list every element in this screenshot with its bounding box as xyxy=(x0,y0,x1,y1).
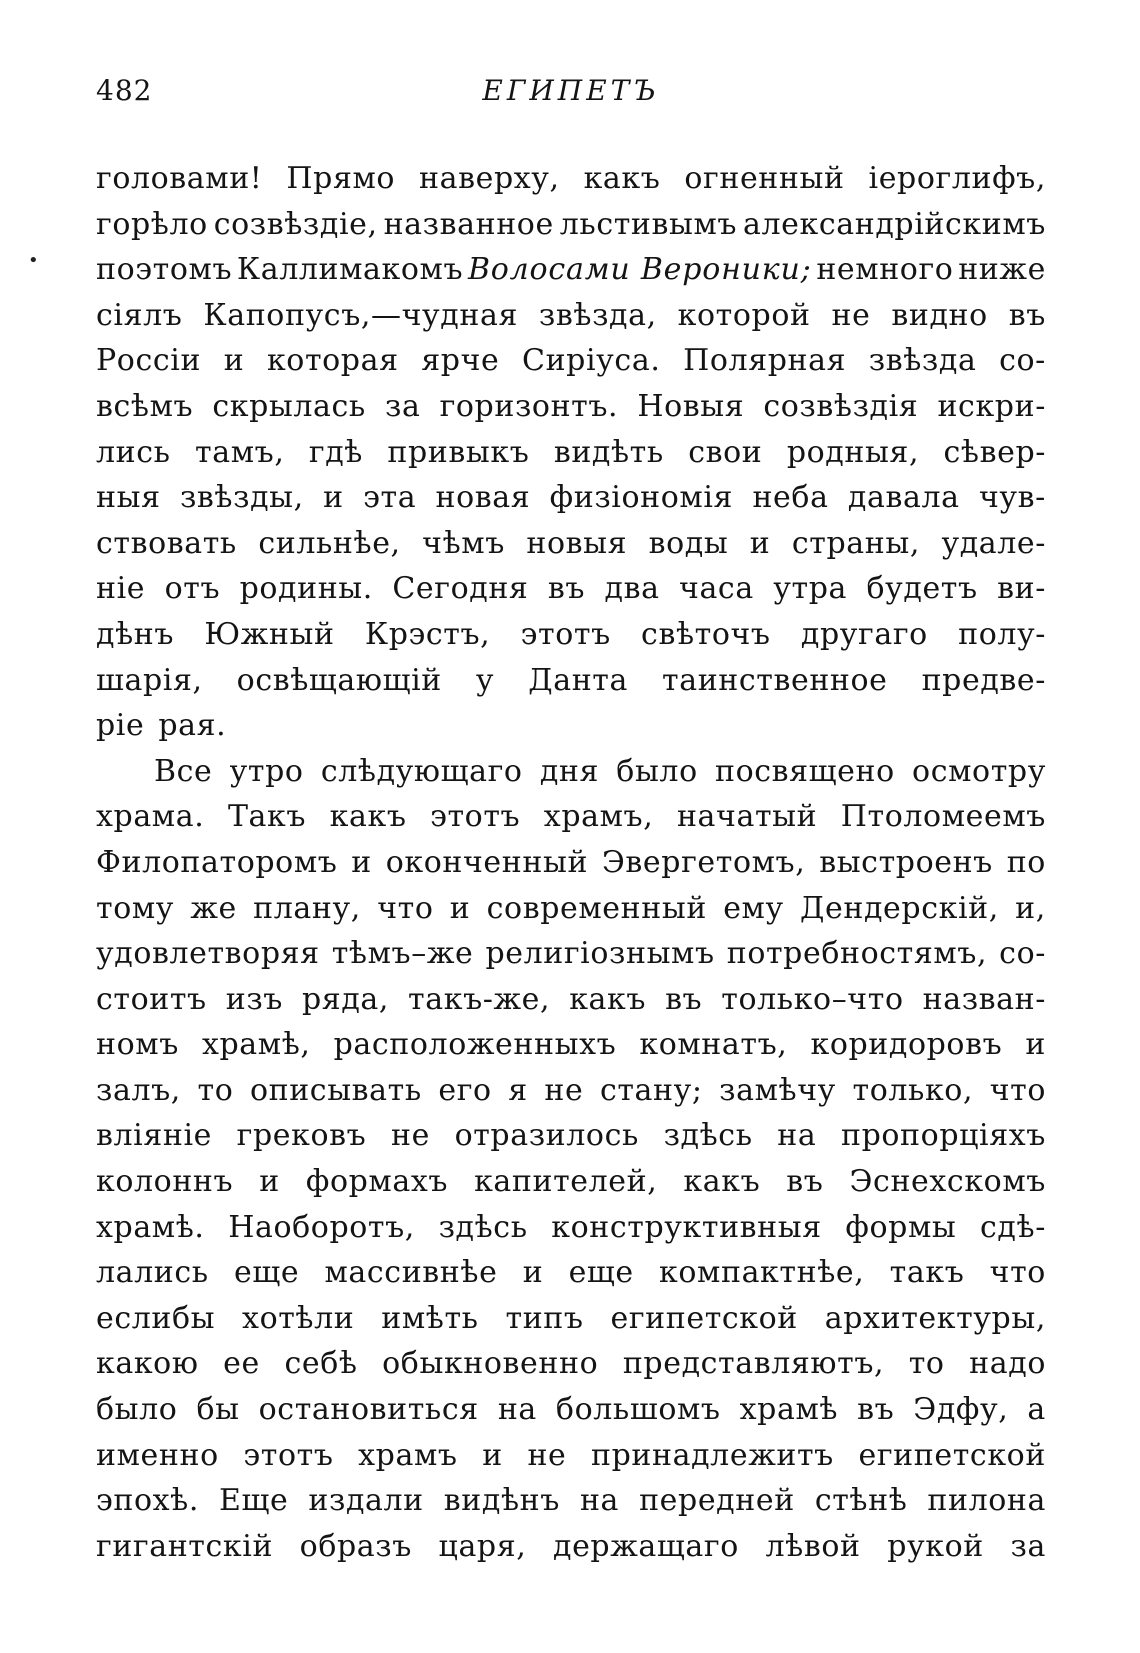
word: физіономія xyxy=(549,480,734,516)
word: чув- xyxy=(978,480,1046,516)
word: и xyxy=(223,343,245,379)
word: горизонтъ. xyxy=(439,388,619,424)
word: вліяніе xyxy=(96,1118,213,1154)
word: начатый xyxy=(676,799,818,835)
word: лѣвой xyxy=(765,1528,861,1564)
page-header xyxy=(96,74,1046,114)
word: привыкъ xyxy=(387,434,530,470)
text-line xyxy=(96,703,1046,749)
word: египетской xyxy=(858,1437,1046,1473)
word: коридоровъ xyxy=(810,1027,1003,1063)
text-line xyxy=(96,1159,1046,1205)
word: дня xyxy=(539,753,600,789)
word: пилона xyxy=(927,1483,1046,1519)
word: другаго xyxy=(800,616,928,652)
word: какъ xyxy=(583,161,661,196)
word: издали xyxy=(308,1483,424,1519)
word: что xyxy=(377,890,434,926)
text-line xyxy=(96,338,1046,384)
word: новая xyxy=(435,480,531,516)
italic-phrase: Волосами Вероники; xyxy=(467,252,812,288)
word: Каллимакомъ xyxy=(236,252,464,288)
word: же xyxy=(190,890,237,926)
word: ее xyxy=(223,1346,260,1382)
word: искри- xyxy=(937,388,1046,424)
word: Прямо xyxy=(286,161,396,196)
word: чѣмъ xyxy=(422,525,505,561)
word: еще xyxy=(234,1255,300,1291)
word: посвящено xyxy=(715,753,895,789)
word: его xyxy=(438,1072,492,1108)
word: отъ xyxy=(164,571,221,607)
word: большомъ xyxy=(555,1392,721,1428)
word: ярче xyxy=(421,343,500,379)
word: родныя, xyxy=(786,434,920,470)
word: Полярная xyxy=(683,343,847,379)
word: религіознымъ xyxy=(485,936,715,972)
word: надо xyxy=(969,1346,1046,1382)
word: сдѣ- xyxy=(980,1209,1046,1245)
word: стоитъ xyxy=(96,981,207,1017)
word: замѣчу xyxy=(719,1072,836,1108)
word: принадлежитъ xyxy=(591,1437,834,1473)
word: звѣзда, xyxy=(538,297,657,333)
text-line xyxy=(96,1524,1046,1570)
word: на xyxy=(579,1483,620,1519)
word: на xyxy=(777,1118,817,1154)
word: въ xyxy=(857,1392,895,1428)
word: горѣло xyxy=(96,206,208,242)
word: современный xyxy=(486,890,707,926)
text-line xyxy=(96,202,1046,248)
word: свои xyxy=(688,434,763,470)
word: родины. xyxy=(239,571,373,607)
word: Наоборотъ, xyxy=(228,1209,415,1245)
word: всѣмъ xyxy=(96,388,194,424)
word: храмъ, xyxy=(543,799,654,835)
word: воды xyxy=(648,525,729,561)
word: компактнѣе, xyxy=(659,1255,865,1291)
word: этотъ xyxy=(243,1437,334,1473)
word: номъ xyxy=(96,1027,179,1063)
word: Сегодня xyxy=(392,571,529,607)
word: то xyxy=(197,1072,234,1108)
word: а xyxy=(1027,1392,1046,1428)
word: то xyxy=(908,1346,945,1382)
text-line xyxy=(96,475,1046,521)
word: удале- xyxy=(941,525,1046,561)
word: Данта xyxy=(528,662,628,698)
word: лались xyxy=(96,1255,209,1291)
text-line xyxy=(96,977,1046,1023)
word: видѣнъ xyxy=(443,1483,560,1519)
word: гдѣ xyxy=(308,434,363,470)
word: въ xyxy=(665,981,703,1017)
word: Капопусъ,—чудная xyxy=(203,297,518,333)
body-text xyxy=(96,156,1046,1569)
word: рукой xyxy=(887,1528,984,1564)
word: огненный xyxy=(684,161,845,196)
word: комнатъ, xyxy=(639,1027,788,1063)
word: въ xyxy=(1008,297,1046,333)
word: рая. xyxy=(158,708,227,744)
word: звѣзды, xyxy=(179,480,304,516)
word: и xyxy=(351,844,372,880)
word: и xyxy=(522,1255,544,1291)
word: колоннъ xyxy=(96,1164,234,1200)
word: въ xyxy=(786,1164,824,1200)
word: Эвергетомъ, xyxy=(601,844,806,880)
word: ныя xyxy=(96,480,161,516)
word: за xyxy=(1010,1528,1046,1564)
word: давала xyxy=(847,480,960,516)
word: Эдфу, xyxy=(913,1392,1009,1428)
page-number: 482 xyxy=(96,74,153,107)
word: описывать xyxy=(249,1072,422,1108)
word: въ xyxy=(547,571,586,607)
word: храма. xyxy=(96,799,205,835)
word: египетской xyxy=(610,1300,798,1336)
word: царя, xyxy=(438,1528,527,1564)
word: что xyxy=(989,1255,1046,1291)
word: немного xyxy=(816,252,954,288)
word: скрылась xyxy=(212,388,366,424)
word: Южный xyxy=(204,616,335,652)
text-line xyxy=(96,1478,1046,1524)
text-line xyxy=(96,1341,1046,1387)
word: какою xyxy=(96,1346,199,1382)
word: неба xyxy=(752,480,829,516)
word: тѣмъ–же xyxy=(331,936,474,972)
text-line xyxy=(96,1296,1046,1342)
word: утра xyxy=(773,571,848,607)
text-line xyxy=(96,1433,1046,1479)
word: какъ xyxy=(683,1164,761,1200)
word: храмъ xyxy=(358,1437,458,1473)
text-line xyxy=(96,293,1046,339)
text-line xyxy=(96,247,1046,293)
word: наверху, xyxy=(419,161,560,196)
word: массивнѣе xyxy=(324,1255,498,1291)
word: тому xyxy=(96,890,175,926)
word: звѣзда xyxy=(868,343,977,379)
word: архитектуры, xyxy=(824,1300,1046,1336)
word: этотъ xyxy=(430,799,521,835)
word: осмотру xyxy=(912,753,1046,789)
word: іероглифъ, xyxy=(868,161,1046,196)
word: держащаго xyxy=(553,1528,739,1564)
word: не xyxy=(831,297,871,333)
word: у xyxy=(475,662,495,698)
word: эпохѣ. xyxy=(96,1483,200,1519)
word: на xyxy=(497,1392,537,1428)
text-line xyxy=(96,749,1046,795)
word: Филопаторомъ xyxy=(96,844,338,880)
word: сѣвер- xyxy=(943,434,1046,470)
text-line xyxy=(96,521,1046,567)
word: такъ xyxy=(889,1255,965,1291)
word: Эснехскомъ xyxy=(849,1164,1046,1200)
word: бы xyxy=(196,1392,240,1428)
text-line xyxy=(96,1250,1046,1296)
word: Такъ xyxy=(227,799,307,835)
word: ниже xyxy=(958,252,1046,288)
word: только–что xyxy=(721,981,904,1017)
text-line xyxy=(96,886,1046,932)
word: свѣточъ xyxy=(641,616,771,652)
word: потребностямъ, xyxy=(726,936,988,972)
word: которая xyxy=(266,343,399,379)
word: новыя xyxy=(526,525,628,561)
word: выстроенъ xyxy=(819,844,993,880)
text-line xyxy=(96,931,1046,977)
word: поэтомъ xyxy=(96,252,233,288)
word: грековъ xyxy=(236,1118,367,1154)
word: созвѣздіе, xyxy=(213,206,378,242)
word: будетъ xyxy=(866,571,978,607)
paragraph-1 xyxy=(96,156,1046,749)
word: конструктивныя xyxy=(551,1209,822,1245)
word: по xyxy=(1006,844,1046,880)
word: удовлетворяя xyxy=(96,936,320,972)
text-line xyxy=(96,658,1046,704)
word: только, xyxy=(852,1072,974,1108)
word: пропорціяхъ xyxy=(841,1118,1046,1154)
word: формахъ xyxy=(305,1164,449,1200)
word: именно xyxy=(96,1437,219,1473)
text-line xyxy=(96,156,1046,202)
word: изъ xyxy=(225,981,283,1017)
text-line xyxy=(96,384,1046,430)
word: созвѣздія xyxy=(763,388,919,424)
word: не xyxy=(544,1072,584,1108)
word: отразилось xyxy=(454,1118,639,1154)
word: предве- xyxy=(921,662,1046,698)
word: слѣдующаго xyxy=(320,753,523,789)
word: типъ xyxy=(505,1300,584,1336)
word: какъ xyxy=(329,799,407,835)
word: и xyxy=(259,1164,280,1200)
word: шарія, xyxy=(96,662,203,698)
word: остановиться xyxy=(258,1392,479,1428)
word: обыкновенно xyxy=(382,1346,599,1382)
word: Крэстъ, xyxy=(364,616,491,652)
word: названное xyxy=(383,206,554,242)
word: ствовать xyxy=(96,525,237,561)
word: два xyxy=(604,571,660,607)
word: Дендерскій, xyxy=(800,890,999,926)
word: ніе xyxy=(96,571,146,607)
word: Птоломеемъ xyxy=(840,799,1046,835)
word: тамъ, xyxy=(195,434,285,470)
text-line xyxy=(96,1113,1046,1159)
word: Еще xyxy=(219,1483,289,1519)
word: храмѣ. xyxy=(96,1209,205,1245)
word: льстивымъ xyxy=(559,206,738,242)
word: и xyxy=(449,890,471,926)
word: и, xyxy=(1015,890,1046,926)
text-line xyxy=(96,430,1046,476)
word: которой xyxy=(677,297,811,333)
word: капителей, xyxy=(474,1164,658,1200)
word: Новыя xyxy=(637,388,745,424)
word: и xyxy=(1025,1027,1046,1063)
word: передней xyxy=(639,1483,795,1519)
word: храмѣ xyxy=(739,1392,839,1428)
word: не xyxy=(527,1437,567,1473)
word: освѣщающій xyxy=(236,662,442,698)
word: видно xyxy=(891,297,988,333)
word: какъ xyxy=(569,981,647,1017)
word: страны, xyxy=(791,525,920,561)
word: здѣсь xyxy=(663,1118,753,1154)
text-line xyxy=(96,1205,1046,1251)
word: лись xyxy=(96,434,171,470)
word: я xyxy=(508,1072,528,1108)
word: оконченный xyxy=(385,844,589,880)
word: образъ xyxy=(299,1528,412,1564)
text-line xyxy=(96,566,1046,612)
word: хотѣли xyxy=(242,1300,355,1336)
word: со- xyxy=(999,936,1046,972)
word: еслибы xyxy=(96,1300,216,1336)
word: ему xyxy=(723,890,784,926)
word: утро xyxy=(229,753,304,789)
word: гигантскій xyxy=(96,1528,274,1564)
text-line xyxy=(96,1022,1046,1068)
word: Россіи xyxy=(96,343,202,379)
word: храмѣ, xyxy=(201,1027,311,1063)
word: видѣть xyxy=(553,434,664,470)
word: эта xyxy=(363,480,417,516)
word: назван- xyxy=(922,981,1046,1017)
word: со- xyxy=(999,343,1046,379)
word: расположенныхъ xyxy=(333,1027,617,1063)
word: ви- xyxy=(997,571,1046,607)
paragraph-2 xyxy=(96,749,1046,1570)
word: ріе xyxy=(96,708,145,744)
word: этотъ xyxy=(520,616,611,652)
text-line xyxy=(96,612,1046,658)
word: Сиріуса. xyxy=(522,343,661,379)
word: сильнѣе, xyxy=(258,525,401,561)
word: полу- xyxy=(958,616,1046,652)
word: александрійскимъ xyxy=(743,206,1046,242)
text-line xyxy=(96,794,1046,840)
text-line xyxy=(96,1068,1046,1114)
word: было xyxy=(96,1392,178,1428)
word: стану; xyxy=(599,1072,703,1108)
word: не xyxy=(390,1118,430,1154)
word: такъ-же, xyxy=(408,981,551,1017)
word: имѣть xyxy=(381,1300,479,1336)
word: ряда, xyxy=(302,981,390,1017)
word: часа xyxy=(679,571,754,607)
word: плану, xyxy=(253,890,361,926)
margin-mark: • xyxy=(28,250,39,271)
word: и xyxy=(749,525,771,561)
word: и xyxy=(482,1437,503,1473)
running-title: ЕГИПЕТЪ xyxy=(482,74,660,107)
text-line xyxy=(96,840,1046,886)
text-line xyxy=(96,1387,1046,1433)
word: формы xyxy=(845,1209,957,1245)
word: сіялъ xyxy=(96,297,183,333)
word: еще xyxy=(568,1255,634,1291)
word: Все xyxy=(154,753,213,789)
word: за xyxy=(384,388,421,424)
word: и xyxy=(323,480,344,516)
word: дѣнъ xyxy=(96,616,175,652)
word: здѣсь xyxy=(438,1209,528,1245)
word: стѣнѣ xyxy=(814,1483,908,1519)
word: таинственное xyxy=(662,662,888,698)
word: головами! xyxy=(96,161,263,196)
word: представляютъ, xyxy=(622,1346,885,1382)
word: залъ, xyxy=(96,1072,181,1108)
word: что xyxy=(989,1072,1046,1108)
word: было xyxy=(616,753,698,789)
word: себѣ xyxy=(284,1346,358,1382)
